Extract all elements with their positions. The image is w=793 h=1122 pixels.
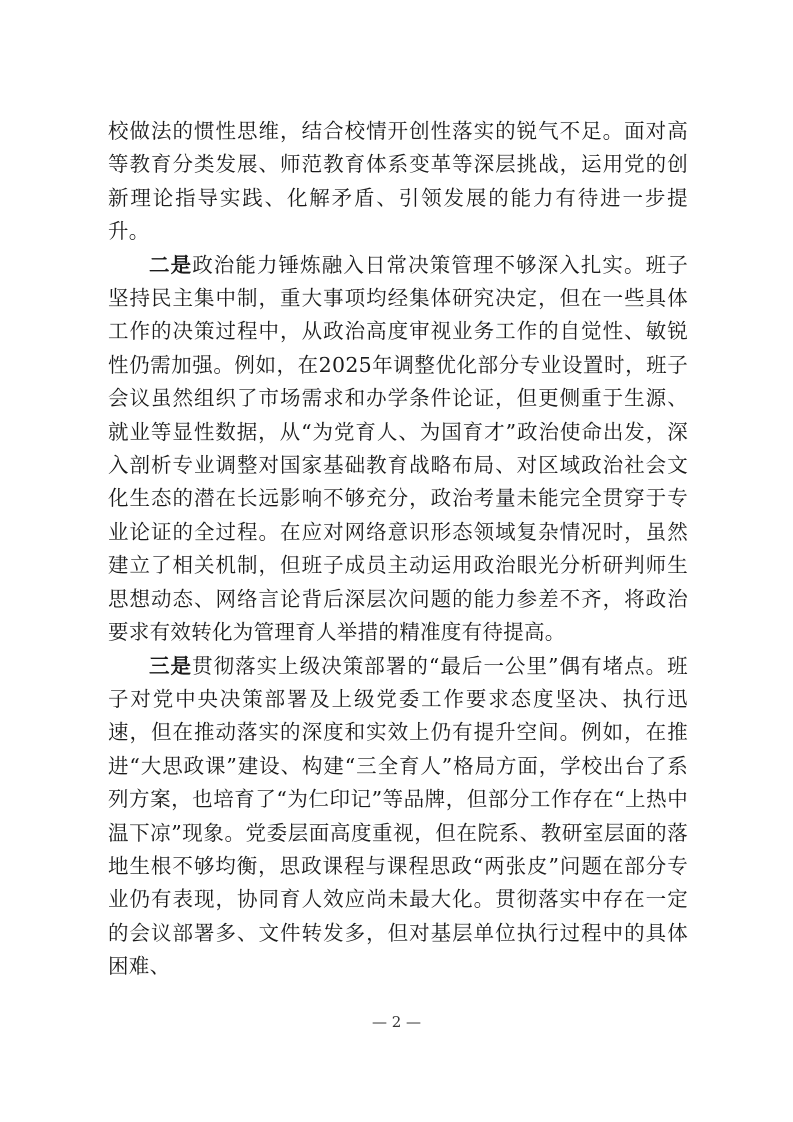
document-body <box>108 115 688 984</box>
paragraph-text: 贯彻落实上级决策部署的“最后一公里”偶有堵点。班子对党中央决策部署及上级党委工作要求态度坚决、执行迅速，但在推动落实的深度和实效上仍有提升空间。例如，在推进“大思政课”建设、构建“三全育人”格局方面，学校出台了系列方案，也培育了“为仁印记”等品牌，但部分工作存在“上热中温下凉”现象。党委层面高度重视，但在院系、教研室层面的落地生根不够均衡，思政课程与课程思政“两张皮”问题在部分专业仍有表现，协同育人效应尚未最大化。贯彻落实中存在一定的会议部署多、文件转发多，但对基层单位执行过程中的具体困难、 <box>108 653 688 979</box>
paragraph-lead: 三是 <box>149 653 193 678</box>
paragraph-continuation <box>108 115 688 249</box>
paragraph-third-issue <box>108 650 688 984</box>
paragraph-lead: 二是 <box>149 252 193 277</box>
paragraph-text: 校做法的惯性思维，结合校情开创性落实的锐气不足。面对高等教育分类发展、师范教育体系变革等深层挑战，运用党的创新理论指导实践、化解矛盾、引领发展的能力有待进一步提升。 <box>108 119 688 244</box>
paragraph-second-issue <box>108 249 688 650</box>
paragraph-text: 政治能力锤炼融入日常决策管理不够深入扎实。班子坚持民主集中制，重大事项均经集体研究决定，但在一些具体工作的决策过程中，从政治高度审视业务工作的自觉性、敏锐性仍需加强。例如，在2025年调整优化部分专业设置时，班子会议虽然组织了市场需求和办学条件论证，但更侧重于生源、就业等显性数据，从“为党育人、为国育才”政治使命出发，深入剖析专业调整对国家基础教育战略布局、对区域政治社会文化生态的潜在长远影响不够充分，政治考量未能完全贯穿于专业论证的全过程。在应对网络意识形态领域复杂情况时，虽然建立了相关机制，但班子成员主动运用政治眼光分析研判师生思想动态、网络言论背后深层次问题的能力参差不齐，将政治要求有效转化为管理育人举措的精准度有待提高。 <box>108 252 688 645</box>
page-number: — 2 — <box>371 1013 422 1031</box>
